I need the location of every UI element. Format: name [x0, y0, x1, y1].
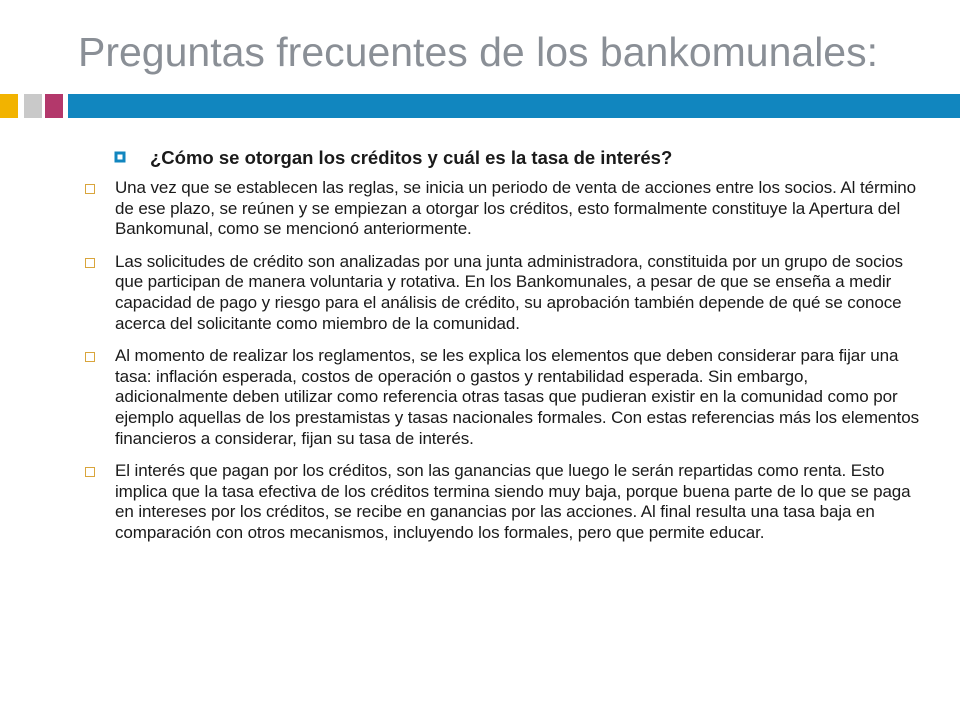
list-item [85, 178, 925, 240]
list-item [85, 346, 925, 449]
hollow-square-bullet-icon [85, 352, 95, 362]
hollow-square-bullet-icon [85, 467, 95, 477]
square-bullet-icon [114, 151, 126, 163]
answer-list [85, 178, 925, 556]
accent-bar-yellow [0, 94, 18, 118]
accent-bar-gray [24, 94, 42, 118]
accent-bar-blue [68, 94, 960, 118]
hollow-square-bullet-icon [85, 258, 95, 268]
list-item-text: El interés que pagan por los créditos, son las ganancias que luego le serán repartidas como renta. Esto implica que la tasa efectiva de los créditos termina siendo muy baja, porque buena parte de lo que se paga en intereses por los créditos, se recibe en ganancias por las acciones. Al final resulta una tasa baja en comparación con otros mecanismos, incluyendo los formales, pero que permite educar. [115, 461, 911, 542]
accent-bar-magenta [45, 94, 63, 118]
hollow-square-bullet-icon [85, 184, 95, 194]
list-item-text: Al momento de realizar los reglamentos, se les explica los elementos que deben considerar para fijar una tasa: inflación esperada, costos de operación o gastos y rentabilidad esperada. Sin embargo, adicionalmente deben utilizar como referencia otras tasas que pudieran existir en la comunidad como por ejemplo aquellas de los prestamistas y tasas nacionales formales. Con estas referencias más los elementos financieros a considerar, fijan su tasa de interés. [115, 346, 920, 448]
list-item-text: Una vez que se establecen las reglas, se inicia un periodo de venta de acciones entre los socios. Al término de ese plazo, se reúnen y se empiezan a otorgar los créditos, esto formalmente constituye la Apertura del Bankomunal, como se mencionó anteriormente. [115, 178, 916, 239]
list-item [85, 461, 925, 543]
list-item [85, 252, 925, 334]
lead-question [120, 146, 672, 170]
list-item-text: Las solicitudes de crédito son analizadas por una junta administradora, constituida por un grupo de socios que participan de manera voluntaria y rotativa. En los Bankomunales, a pesar de que se enseña a medir capacidad de pago y riesgo para el análisis de crédito, su aprobación también depende de qué se conoce acerca del solicitante como miembro de la comunidad. [115, 251, 903, 333]
lead-question-text: ¿Cómo se otorgan los créditos y cuál es la tasa de interés? [150, 147, 673, 168]
slide-title: Preguntas frecuentes de los bankomunales: [78, 29, 879, 75]
